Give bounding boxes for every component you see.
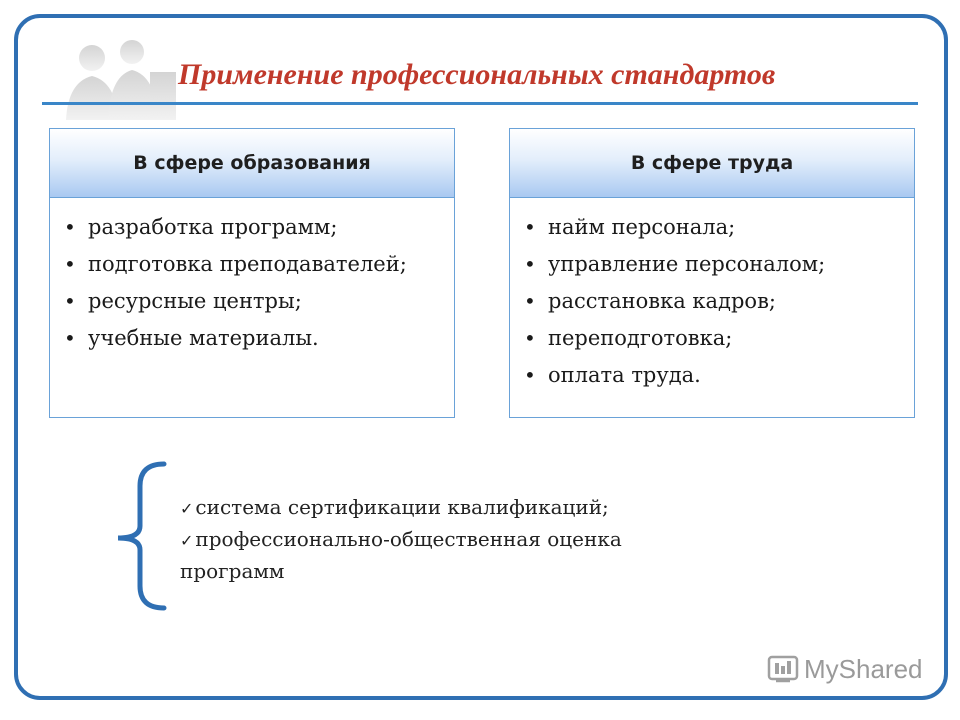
list-item: • переподготовка; bbox=[548, 325, 894, 352]
list-item: • разработка программ; bbox=[88, 214, 434, 241]
checkmark-icon: ✓ bbox=[180, 499, 194, 518]
checklist-item-text: система сертификации квалификаций; bbox=[195, 495, 609, 519]
checkmark-icon: ✓ bbox=[180, 531, 194, 550]
checklist-item-continuation: программ bbox=[180, 559, 285, 583]
watermark-text: MyShared bbox=[804, 653, 923, 684]
people-silhouette-icon bbox=[58, 32, 178, 120]
checklist-item bbox=[180, 492, 780, 524]
list-item: • подготовка преподавателей; bbox=[88, 251, 434, 278]
labor-panel-header: В сфере труда bbox=[510, 129, 914, 198]
page-title: Применение профессиональных стандартов bbox=[178, 58, 776, 91]
list-item: • учебные материалы. bbox=[88, 325, 434, 352]
title-underline bbox=[42, 102, 918, 105]
education-panel-header: В сфере образования bbox=[50, 129, 454, 198]
labor-list bbox=[510, 198, 914, 389]
list-item: • управление персоналом; bbox=[548, 251, 894, 278]
education-list bbox=[50, 198, 454, 352]
labor-panel bbox=[509, 128, 915, 418]
list-item: • расстановка кадров; bbox=[548, 288, 894, 315]
list-item: • ресурсные центры; bbox=[88, 288, 434, 315]
checklist-item bbox=[180, 524, 780, 556]
watermark bbox=[766, 652, 923, 686]
education-panel bbox=[49, 128, 455, 418]
checklist-item-text: профессионально-общественная оценка bbox=[195, 527, 622, 551]
list-item: • найм персонала; bbox=[548, 214, 894, 241]
myshared-logo-icon bbox=[766, 652, 800, 686]
left-curly-brace-icon bbox=[112, 458, 172, 614]
checklist bbox=[180, 492, 780, 587]
list-item: • оплата труда. bbox=[548, 362, 894, 389]
